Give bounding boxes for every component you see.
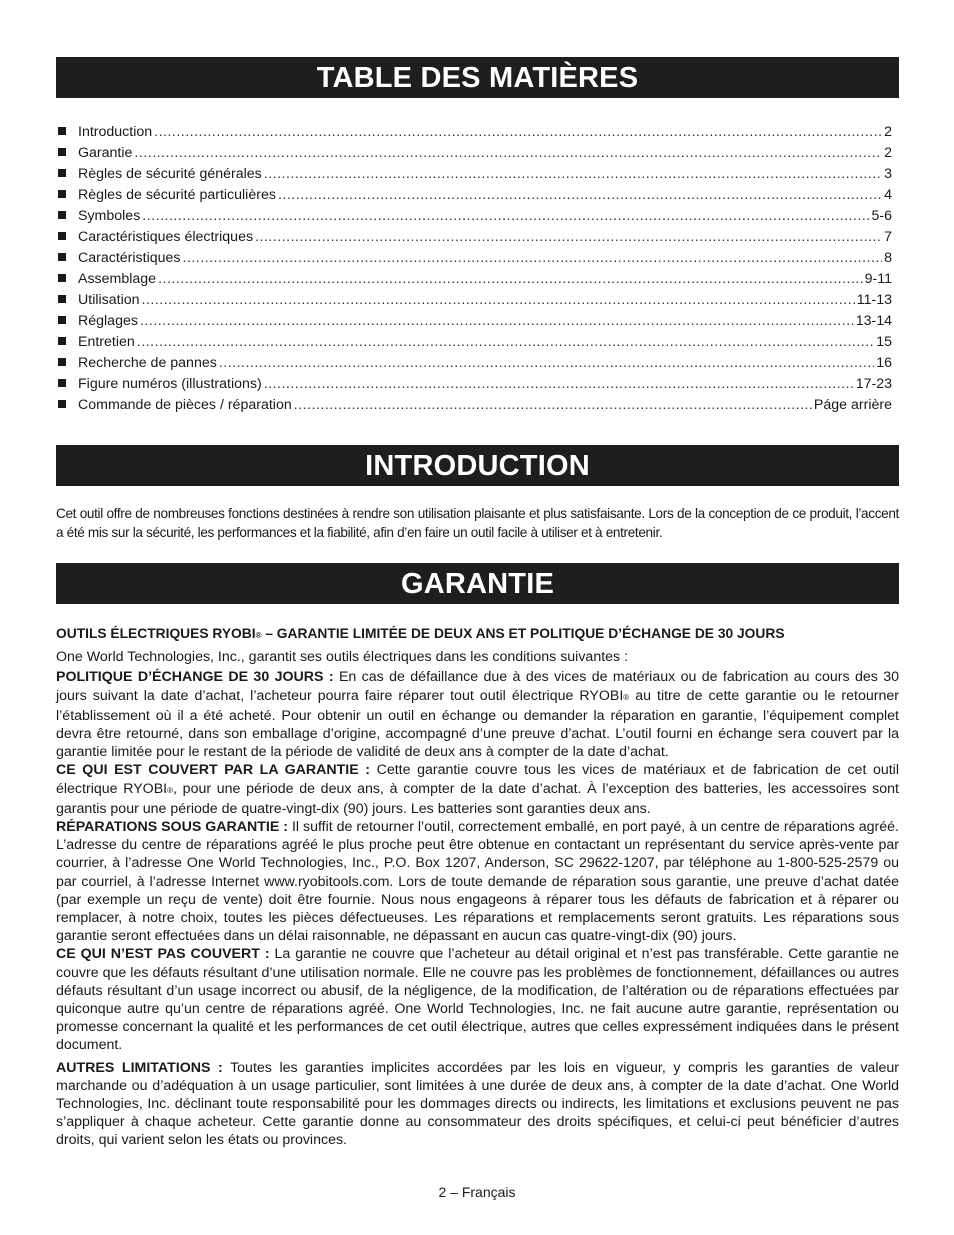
toc-page: 7 xyxy=(884,229,892,245)
other-limitations-lead: AUTRES LIMITATIONS : xyxy=(56,1059,223,1076)
toc-label: Garantie xyxy=(78,145,133,161)
toc-page: 3 xyxy=(884,166,892,182)
warranty-repairs-lead: RÉPARATIONS SOUS GARANTIE : xyxy=(56,819,289,836)
toc-entry xyxy=(56,166,899,187)
toc-label: Commande de pièces / réparation xyxy=(78,397,292,413)
toc-label: Symboles xyxy=(78,208,141,224)
toc-page: 2 xyxy=(884,145,892,161)
toc-label: Caractéristiques électriques xyxy=(78,229,254,245)
warranty-repairs xyxy=(56,818,899,945)
toc-label: Recherche de pannes xyxy=(78,355,217,371)
square-bullet-icon xyxy=(58,211,66,219)
dot-leader xyxy=(183,250,883,266)
toc-entry xyxy=(56,250,899,271)
toc-page: 13-14 xyxy=(855,313,892,329)
toc-label: Règles de sécurité particulières xyxy=(78,187,276,203)
square-bullet-icon xyxy=(58,295,66,303)
square-bullet-icon xyxy=(58,337,66,345)
square-bullet-icon xyxy=(58,253,66,261)
square-bullet-icon xyxy=(58,316,66,324)
toc-entry xyxy=(56,145,899,166)
exchange-policy-text-cont: au titre de cette garantie ou le retourner l’établissement où il a été acheté. Pour obtenir un outil en échange ou demander la réparation en garantie, l’équipement complet devra être retourné, dans son emballage d’origine, accompagné d’une preuve d’achat. L’outil fourni en échange sera couvert par la garantie limitée pour le restant de la période de validité de deux ans à compter de la date d’achat. xyxy=(56,687,899,761)
square-bullet-icon xyxy=(58,190,66,198)
toc-entry xyxy=(56,397,899,418)
toc-label: Assemblage xyxy=(78,271,157,287)
warranty-intro: One World Technologies, Inc., garantit ses outils électriques dans les conditions suivantes : xyxy=(56,649,629,666)
dot-leader xyxy=(264,166,882,182)
toc-label: Réglages xyxy=(78,313,138,329)
not-covered xyxy=(56,945,899,1054)
other-limitations xyxy=(56,1059,899,1150)
manual-page xyxy=(56,57,899,1150)
toc-entry xyxy=(56,292,899,313)
toc-entry xyxy=(56,229,899,250)
dot-leader xyxy=(142,292,855,308)
dot-leader xyxy=(278,187,882,203)
toc-page: 15 xyxy=(876,334,892,350)
dot-leader xyxy=(134,145,882,161)
exchange-policy xyxy=(56,668,899,761)
toc-entry xyxy=(56,355,899,376)
toc-entry xyxy=(56,271,899,292)
toc-entry xyxy=(56,187,899,208)
not-covered-text: La garantie ne couvre que l’acheteur au détail original et n’est pas transférable. Cette garantie ne couvre que les défauts résultant d’une utilisation normale. Elle ne couvre pas les problèmes de fonctionnement, défaillances ou autres défauts résultant d’un usage incorrect ou abusif, de la négligence, de la modification, de l’altération ou de réparations effectuées par quiconque autre qu’un centre de réparations agréé. One World Technologies, Inc. ne fait aucune autre garantie, représentation ou promesse concernant la qualité et les performances de cet outil électrique, autres que celles expressément indiquées dans le présent document. xyxy=(56,946,899,1054)
garantie-title: GARANTIE xyxy=(56,563,899,604)
square-bullet-icon xyxy=(58,169,66,177)
warranty-section xyxy=(56,625,899,1150)
dot-leader xyxy=(137,334,874,350)
square-bullet-icon xyxy=(58,148,66,156)
dot-leader xyxy=(219,355,874,371)
registered-mark: ® xyxy=(255,631,262,640)
toc-label: Caractéristiques xyxy=(78,250,181,266)
other-limitations-text: Toutes les garanties implicites accordées par les lois en vigueur, y compris les garanties de valeur marchande ou d’adéquation à un usage particulier, sont limitées à une durée de deux ans, à compter de la date d’achat. One World Technologies, Inc. déclinant toute responsabilité pour les dommages directs ou indirects, les limitations et exclusions peuvent ne pas s’appliquer à chaque acheteur. Cette garantie donne au consommateur des droits spécifiques, et celui-ci peut bénéficier d’autres droits, qui varient selon les états ou provinces. xyxy=(56,1059,899,1149)
coverage xyxy=(56,761,899,818)
toc-label: Utilisation xyxy=(78,292,140,308)
square-bullet-icon xyxy=(58,274,66,282)
toc-label: Règles de sécurité générales xyxy=(78,166,262,182)
not-covered-lead: CE QUI N’EST PAS COUVERT : xyxy=(56,946,270,963)
introduction-text: Cet outil offre de nombreuses fonctions destinées à rendre son utilisation plaisante et plus satisfaisante. Lors de la conception de ce produit, l’accent a été mis sur la sécurité, les performances et la fiabilité, afin d’en faire un outil facile à utiliser et à entretenir. xyxy=(56,506,899,540)
toc-entry xyxy=(56,124,899,145)
toc-page: 4 xyxy=(884,187,892,203)
square-bullet-icon xyxy=(58,379,66,387)
toc-page: 5-6 xyxy=(871,208,892,224)
square-bullet-icon xyxy=(58,127,66,135)
square-bullet-icon xyxy=(58,358,66,366)
dot-leader xyxy=(255,229,882,245)
exchange-policy-lead: POLITIQUE D’ÉCHANGE DE 30 JOURS : xyxy=(56,669,334,686)
warranty-heading-brand: OUTILS ÉLECTRIQUES RYOBI xyxy=(56,626,256,641)
dot-leader xyxy=(140,313,854,329)
toc-label: Introduction xyxy=(78,124,153,140)
toc-entry xyxy=(56,313,899,334)
coverage-text: Cette garantie couvre tous les vices de matériaux et de fabrication de cet outil électrique RYOBI xyxy=(56,762,899,797)
coverage-text-cont: , pour une période de deux ans, à compter de la date d’achat. À l’exception des batteries, les accessoires sont garantis pour une période de quatre-vingt-dix (90) jours. Les batteries sont garanties deux ans. xyxy=(56,780,899,817)
warranty-heading-rest: – GARANTIE LIMITÉE DE DEUX ANS ET POLITIQUE D’ÉCHANGE DE 30 JOURS xyxy=(261,626,785,641)
toc-page: 16 xyxy=(876,355,892,371)
exchange-policy-text: En cas de défaillance due à des vices de matériaux ou de fabrication au cours des 30 jours suivant la date d’achat, l’acheteur pourra faire réparer tout outil électrique RYOBI xyxy=(56,669,899,704)
warranty-heading xyxy=(56,625,899,645)
toc-list xyxy=(56,98,899,418)
coverage-lead: CE QUI EST COUVERT PAR LA GARANTIE : xyxy=(56,762,371,779)
toc-page: 9-11 xyxy=(864,271,892,287)
dot-leader xyxy=(264,376,854,392)
toc-entry xyxy=(56,334,899,355)
toc-page: 8 xyxy=(884,250,892,266)
toc-label: Entretien xyxy=(78,334,135,350)
toc-title: TABLE DES MATIÈRES xyxy=(56,57,899,98)
toc-label: Figure numéros (illustrations) xyxy=(78,376,262,392)
dot-leader xyxy=(158,271,863,287)
square-bullet-icon xyxy=(58,232,66,240)
dot-leader xyxy=(154,124,882,140)
toc-page: 17-23 xyxy=(855,376,892,392)
toc-entry xyxy=(56,208,899,229)
registered-mark: ® xyxy=(167,785,174,795)
toc-entry xyxy=(56,376,899,397)
toc-page: 2 xyxy=(884,124,892,140)
page-footer: 2 – Français xyxy=(438,1184,516,1200)
warranty-repairs-text: Il suffit de retourner l’outil, correctement emballé, en port payé, à un centre de réparations agréé. L’adresse du centre de réparations agréé le plus proche peut être obtenue en contactant un représentant du service après-vente par courrier, à l’adresse One World Technologies, Inc., P.O. Box 1207, Anderson, SC 29622-1207, par téléphone au 1-800-525-2579 ou par courriel, à l’adresse Internet www.ryobitools.com. Lors de toute demande de réparation sous garantie, une preuve d’achat datée (par exemple un reçu de vente) doit être fournie. Nous nous engageons à réparer tous les défauts de fabrication et à réparer ou remplacer, à notre choix, toutes les pièces défectueuses. Les réparations et remplacements seront gratuits. Les réparations sous garantie seront effectuées dans un délai raisonnable, ne dépassant en aucun cas quatre-vingt-dix (90) jours. xyxy=(56,819,899,945)
dot-leader xyxy=(142,208,869,224)
square-bullet-icon xyxy=(58,400,66,408)
toc-page: Páge arrière xyxy=(813,397,892,413)
registered-mark: ® xyxy=(623,692,630,702)
introduction-title: INTRODUCTION xyxy=(56,445,899,486)
toc-page: 11-13 xyxy=(856,292,892,308)
dot-leader xyxy=(294,397,812,413)
